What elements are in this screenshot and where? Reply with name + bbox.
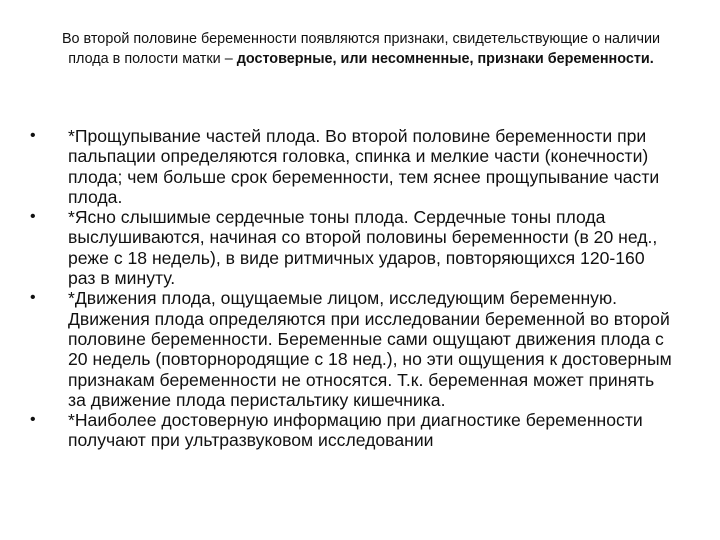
bullet-point-icon: • xyxy=(30,127,36,144)
bullet-text: *Ясно слышимые сердечные тоны плода. Сердечные тоны плода выслушиваются, начиная со второй половины беременности (в 20 нед., реже с 18 недель), в виде ритмичных ударов, повторяющихся 120-160 раз в минуту. xyxy=(68,207,658,289)
bullet-text: *Прощупывание частей плода. Во второй половине беременности при пальпации определяются головка, спинка и мелкие части (конечности) плода; чем больше срок беременности, тем яснее прощупывание части плода. xyxy=(68,126,660,207)
bullet-point-icon: • xyxy=(30,289,36,307)
slide-title xyxy=(48,29,674,69)
bullet-item-fetal-movements xyxy=(30,288,676,410)
bullet-point-icon: • xyxy=(30,411,36,429)
bullet-item-ultrasound xyxy=(30,410,676,451)
bullet-text: *Движения плода, ощущаемые лицом, исследующим беременную. Движения плода определяются при исследовании беременной во второй половине беременности. Беременные сами ощущают движения плода с 20 недель (повторнородящие с 18 нед.), но эти ощущения к достоверным признакам беременности не относятся. Т.к. беременная может принять за движение плода перистальтику кишечника. xyxy=(68,288,672,410)
title-text-regular: Во второй половине беременности появляются признаки, свидетельствующие о наличии плода в полости матки – xyxy=(61,31,661,67)
bullet-point-icon: • xyxy=(30,208,36,226)
bullet-list xyxy=(30,126,676,451)
bullet-item-heart-tones xyxy=(30,207,676,288)
bullet-item-palpation xyxy=(30,126,676,207)
title-text-bold: достоверные, или несомненные, признаки беременности. xyxy=(236,51,654,67)
bullet-text: *Наиболее достоверную информацию при диагностике беременности получают при ультразвуковом исследовании xyxy=(68,410,643,451)
